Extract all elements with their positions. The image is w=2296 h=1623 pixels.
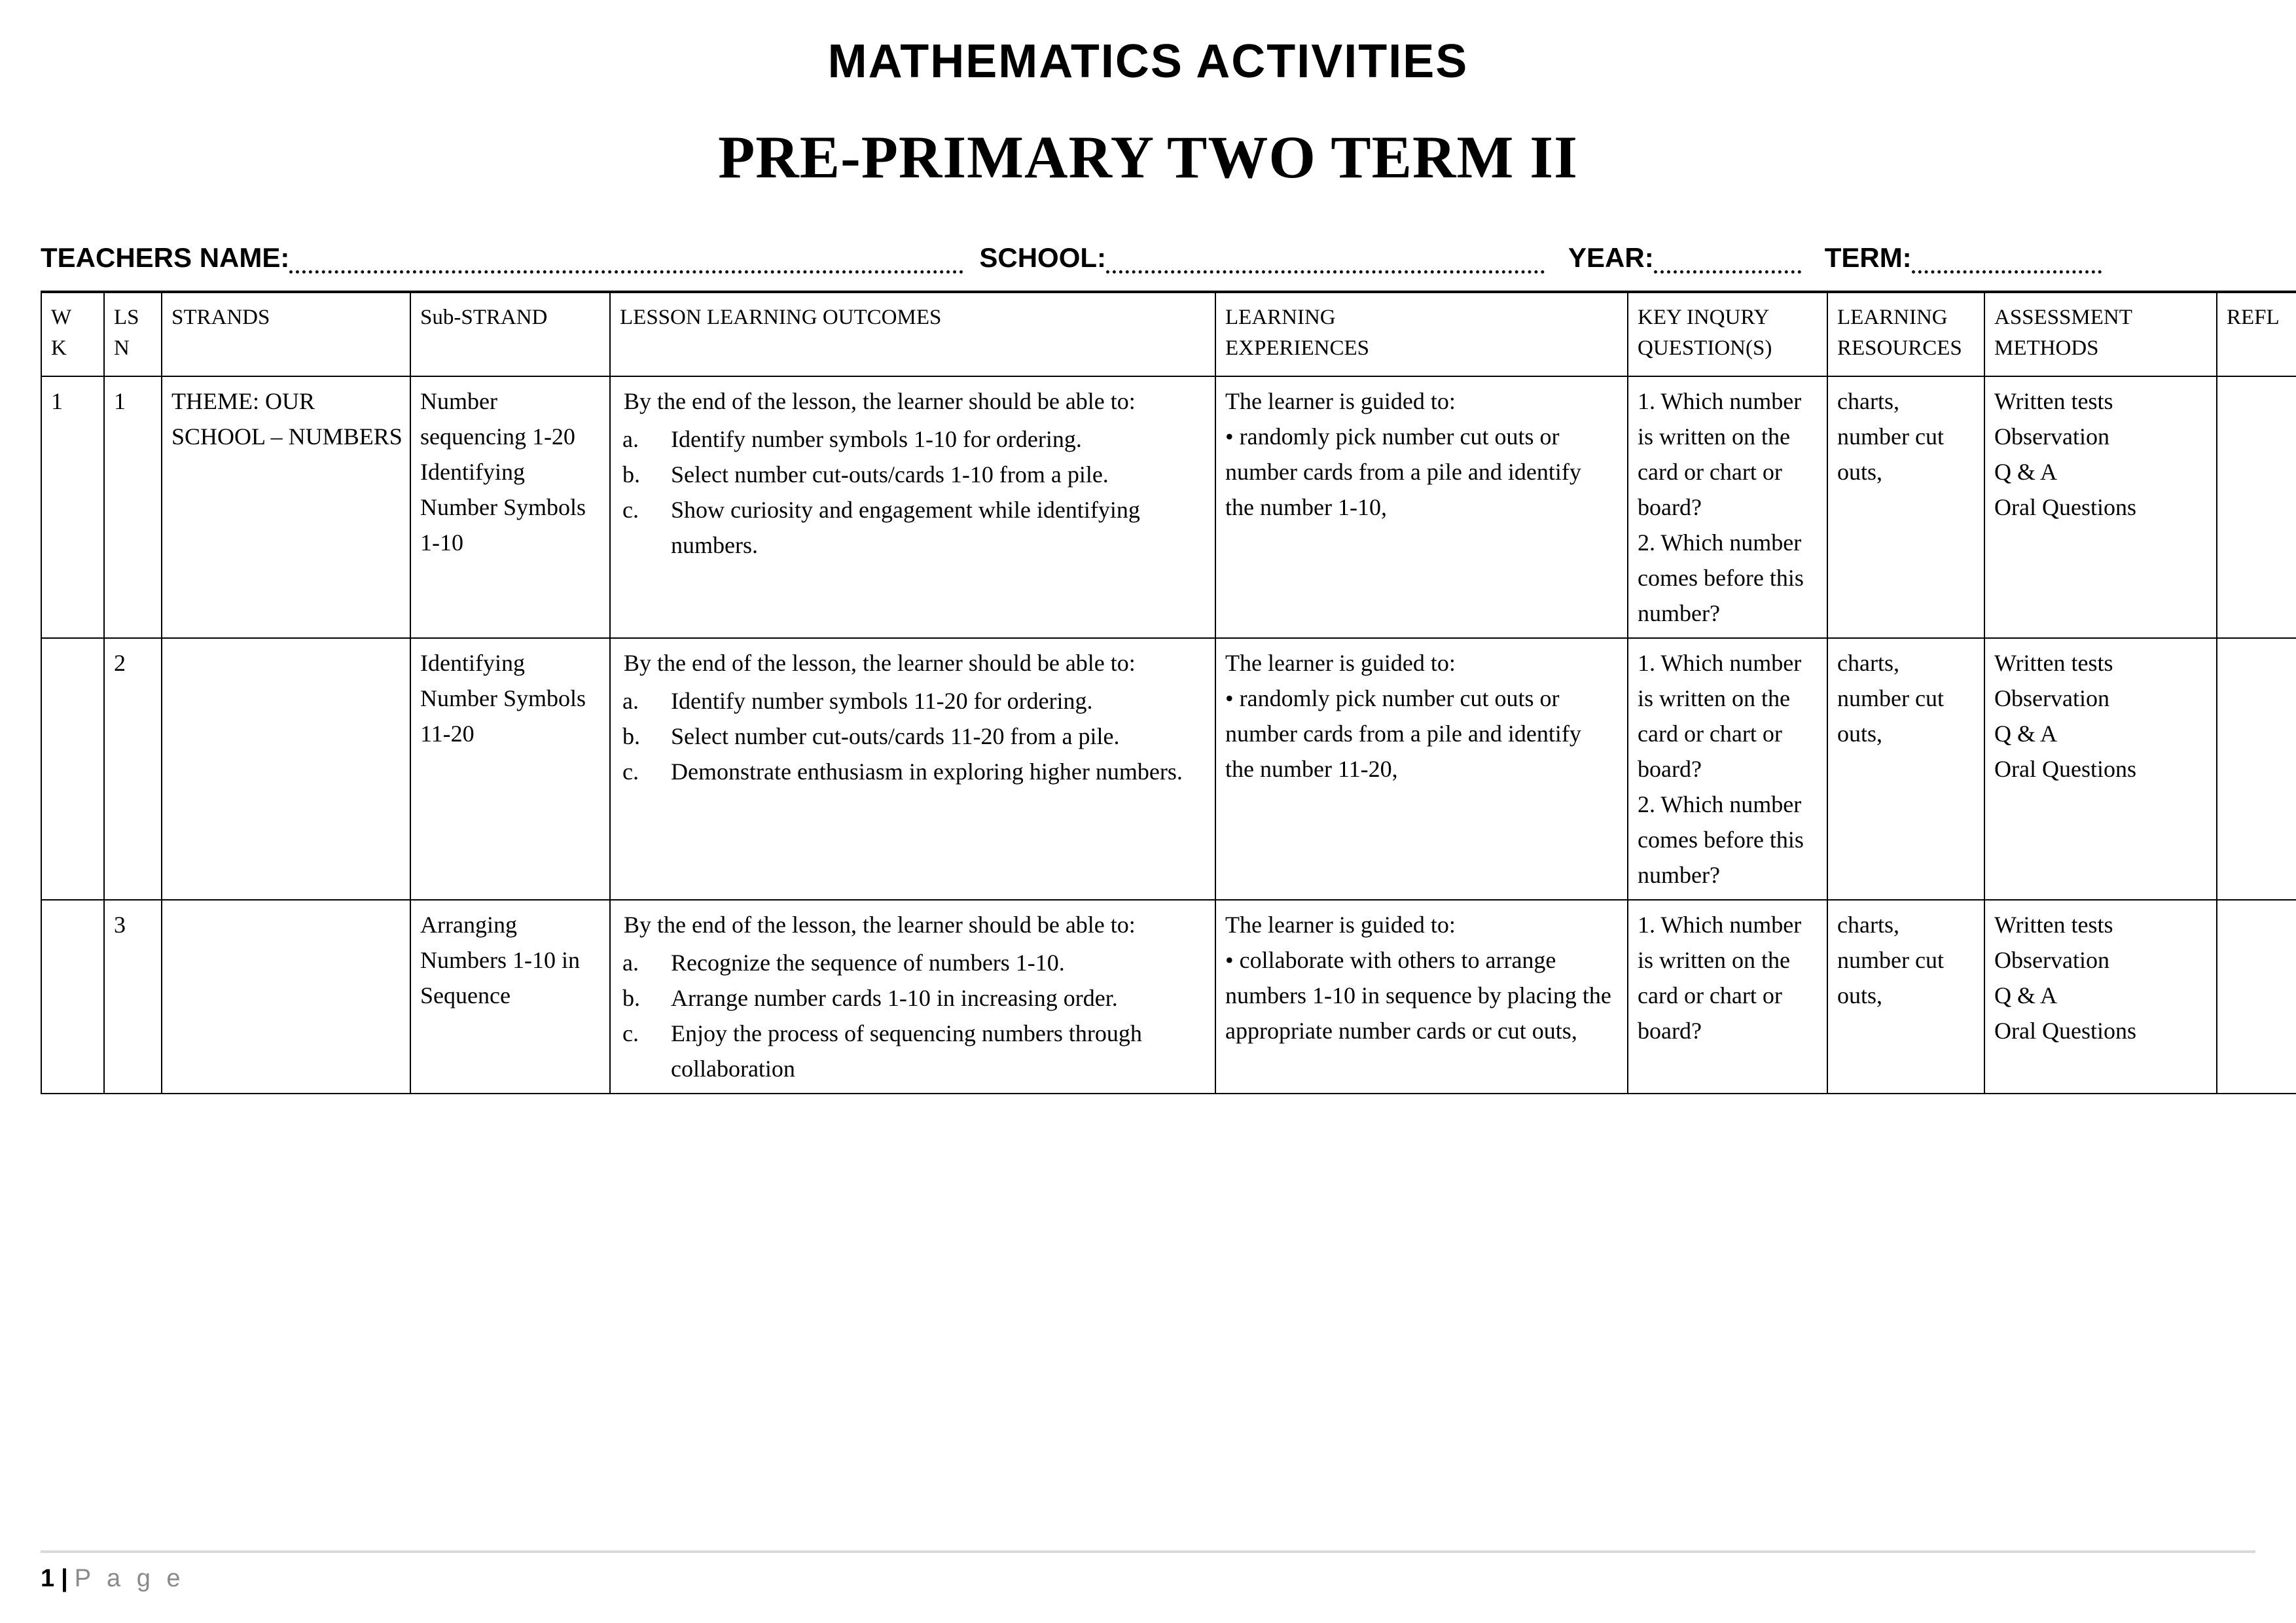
assessment-method-item: Observation: [1994, 946, 2109, 973]
footer-page-indicator: [41, 1565, 2255, 1593]
header-lesson-learning-outcomes: LESSON LEARNING OUTCOMES: [610, 292, 1215, 376]
table-row: [41, 376, 2296, 638]
outcome-item: [620, 457, 1208, 492]
cell-week: [41, 638, 104, 900]
outcome-item: [620, 719, 1208, 754]
header-key-inquiry-line1: KEY INQURY: [1638, 306, 1770, 329]
outcome-list: [620, 683, 1208, 789]
cell-strand: [162, 638, 410, 900]
strand-value: THEME: OUR SCHOOL – NUMBERS: [171, 387, 403, 450]
table-row: [41, 900, 2296, 1094]
header-key-inquiry-questions: [1628, 292, 1827, 376]
header-week-line2: K: [51, 336, 67, 360]
cell-key-inquiry-questions: [1628, 638, 1827, 900]
cell-assessment-methods: [1984, 638, 2217, 900]
assessment-method-item: Q & A: [1994, 982, 2058, 1008]
cell-key-inquiry-questions: [1628, 376, 1827, 638]
experience-tail: numbers 1-10 in sequence by placing the appropriate number cards or cut outs,: [1225, 982, 1611, 1044]
header-assessment-methods: [1984, 292, 2217, 376]
assessment-method-item: Oral Questions: [1994, 755, 2136, 782]
header-week-line1: W: [51, 306, 72, 329]
cell-lesson-number: [104, 638, 162, 900]
cell-reflection: [2217, 376, 2296, 638]
sub-strand-value: Arranging Numbers 1-10 in Sequence: [420, 911, 580, 1008]
learning-resource-item: number cut outs,: [1837, 946, 1944, 1008]
learning-resource-item: charts,: [1837, 649, 1899, 676]
school-input[interactable]: [1106, 248, 1545, 274]
cell-sub-strand: [410, 900, 610, 1094]
assessment-method-item: Written tests: [1994, 649, 2113, 676]
outcome-text: Identify number symbols 1-10 for ordering.: [671, 425, 1082, 452]
sub-strand-value: Number sequencing 1-20 Identifying Number Symbols 1-10: [420, 387, 586, 556]
cell-assessment-methods: [1984, 376, 2217, 638]
outcome-marker: c.: [622, 1020, 639, 1046]
lesson-number-value: 1: [114, 387, 126, 414]
header-learning-resources-line1: LEARNING: [1837, 306, 1948, 329]
document-info-line: [41, 242, 2255, 274]
experience-bullet: • randomly pick number cut outs or number cards from a pile and identify: [1225, 685, 1581, 747]
cell-learning-resources: [1827, 638, 1984, 900]
outcome-marker: a.: [622, 949, 639, 976]
scheme-of-work-table: [41, 291, 2296, 1094]
table-row: [41, 638, 2296, 900]
header-assessment-methods-line2: METHODS: [1994, 336, 2099, 360]
cell-reflection: [2217, 900, 2296, 1094]
teachers-name-input[interactable]: [289, 248, 963, 274]
outcome-lead: By the end of the lesson, the learner should be able to:: [624, 911, 1136, 938]
header-strands: STRANDS: [162, 292, 410, 376]
header-lesson-line1: LS: [114, 306, 139, 329]
year-input[interactable]: [1654, 248, 1801, 274]
outcome-text: Identify number symbols 11-20 for ordering.: [671, 687, 1093, 714]
page-title-main: MATHEMATICS ACTIVITIES: [827, 35, 1469, 88]
cell-learning-experiences: [1215, 638, 1628, 900]
outcome-marker: b.: [622, 461, 640, 488]
experience-tail: the number 11-20,: [1225, 755, 1398, 782]
page-title-sub: PRE-PRIMARY TWO TERM II: [718, 124, 1578, 190]
teachers-name-label: TEACHERS NAME:: [41, 242, 290, 273]
learning-resource-item: charts,: [1837, 387, 1899, 414]
outcome-item: [620, 980, 1208, 1016]
outcome-marker: b.: [622, 984, 640, 1011]
header-learning-resources-line2: RESOURCES: [1837, 336, 1962, 360]
key-inquiry-question: 1. Which number is written on the card or chart or board?: [1638, 387, 1802, 520]
outcome-text: Recognize the sequence of numbers 1-10.: [671, 949, 1065, 976]
learning-resource-item: number cut outs,: [1837, 685, 1944, 747]
outcome-text: Select number cut-outs/cards 1-10 from a pile.: [671, 461, 1109, 488]
outcome-text: Demonstrate enthusiasm in exploring higher numbers.: [671, 758, 1183, 785]
outcome-item: [620, 492, 1208, 563]
outcome-lead: By the end of the lesson, the learner should be able to:: [624, 649, 1136, 676]
experience-lead: The learner is guided to:: [1225, 387, 1456, 414]
cell-learning-experiences: [1215, 900, 1628, 1094]
assessment-method-item: Written tests: [1994, 387, 2113, 414]
outcome-item: [620, 421, 1208, 457]
header-learning-experiences: [1215, 292, 1628, 376]
header-lesson-number: [104, 292, 162, 376]
cell-reflection: [2217, 638, 2296, 900]
header-learning-resources: [1827, 292, 1984, 376]
assessment-method-item: Observation: [1994, 423, 2109, 450]
table-header-row: [41, 292, 2296, 376]
footer-divider: [41, 1550, 2255, 1553]
outcome-item: [620, 945, 1208, 980]
header-reflection: REFL: [2217, 292, 2296, 376]
outcome-marker: c.: [622, 758, 639, 785]
assessment-method-item: Q & A: [1994, 458, 2058, 485]
school-label: SCHOOL:: [979, 242, 1106, 273]
assessment-method-item: Q & A: [1994, 720, 2058, 747]
learning-resource-item: charts,: [1837, 911, 1899, 938]
outcome-marker: a.: [622, 687, 639, 714]
outcome-text: Arrange number cards 1-10 in increasing order.: [671, 984, 1118, 1011]
outcome-text: Enjoy the process of sequencing numbers through collaboration: [671, 1020, 1142, 1082]
header-assessment-methods-line1: ASSESSMENT: [1994, 306, 2132, 329]
outcome-text: Select number cut-outs/cards 11-20 from a pile.: [671, 722, 1120, 749]
header-lesson-line2: N: [114, 336, 130, 360]
page-footer: [41, 1550, 2255, 1593]
experience-bullet: • randomly pick number cut outs or number cards from a pile and identify: [1225, 423, 1581, 485]
experience-bullet: • collaborate with others to arrange: [1225, 946, 1556, 973]
key-inquiry-question: 1. Which number is written on the card or chart or board?: [1638, 911, 1802, 1044]
header-week: [41, 292, 104, 376]
term-input[interactable]: [1912, 248, 2102, 274]
cell-learning-resources: [1827, 376, 1984, 638]
sub-strand-value: Identifying Number Symbols 11-20: [420, 649, 586, 747]
header-key-inquiry-line2: QUESTION(S): [1638, 336, 1772, 360]
cell-week: [41, 900, 104, 1094]
key-inquiry-question: 2. Which number comes before this number?: [1638, 791, 1804, 888]
assessment-method-item: Oral Questions: [1994, 493, 2136, 520]
experience-lead: The learner is guided to:: [1225, 649, 1456, 676]
cell-lesson-learning-outcomes: [610, 900, 1215, 1094]
learning-resource-item: number cut outs,: [1837, 423, 1944, 485]
outcome-marker: c.: [622, 496, 639, 523]
outcome-item: [620, 683, 1208, 719]
cell-sub-strand: [410, 638, 610, 900]
footer-separator: |: [61, 1565, 68, 1592]
assessment-method-item: Written tests: [1994, 911, 2113, 938]
cell-strand: [162, 900, 410, 1094]
cell-sub-strand: [410, 376, 610, 638]
week-value: 1: [51, 387, 63, 414]
footer-page-word: P a g e: [74, 1565, 185, 1592]
table-body: [41, 376, 2296, 1094]
key-inquiry-question: 2. Which number comes before this number?: [1638, 529, 1804, 626]
footer-page-number: 1: [41, 1565, 55, 1592]
cell-lesson-number: [104, 900, 162, 1094]
cell-lesson-number: [104, 376, 162, 638]
cell-learning-resources: [1827, 900, 1984, 1094]
outcome-text: Show curiosity and engagement while identifying numbers.: [671, 496, 1140, 558]
header-sub-strand: Sub-STRAND: [410, 292, 610, 376]
outcome-list: [620, 421, 1208, 563]
key-inquiry-question: 1. Which number is written on the card or chart or board?: [1638, 649, 1802, 782]
experience-tail: the number 1-10,: [1225, 493, 1387, 520]
cell-learning-experiences: [1215, 376, 1628, 638]
header-learning-experiences-line2: EXPERIENCES: [1225, 336, 1370, 360]
assessment-method-item: Observation: [1994, 685, 2109, 711]
lesson-number-value: 2: [114, 649, 126, 676]
year-label: YEAR:: [1568, 242, 1654, 273]
header-learning-experiences-line1: LEARNING: [1225, 306, 1336, 329]
outcome-item: [620, 1016, 1208, 1086]
outcome-lead: By the end of the lesson, the learner should be able to:: [624, 387, 1136, 414]
cell-key-inquiry-questions: [1628, 900, 1827, 1094]
lesson-number-value: 3: [114, 911, 126, 938]
cell-week: [41, 376, 104, 638]
term-label: TERM:: [1824, 242, 1912, 273]
outcome-item: [620, 754, 1208, 789]
cell-strand: [162, 376, 410, 638]
assessment-method-item: Oral Questions: [1994, 1017, 2136, 1044]
outcome-marker: b.: [622, 722, 640, 749]
cell-assessment-methods: [1984, 900, 2217, 1094]
outcome-marker: a.: [622, 425, 639, 452]
outcome-list: [620, 945, 1208, 1086]
cell-lesson-learning-outcomes: [610, 638, 1215, 900]
experience-lead: The learner is guided to:: [1225, 911, 1456, 938]
cell-lesson-learning-outcomes: [610, 376, 1215, 638]
